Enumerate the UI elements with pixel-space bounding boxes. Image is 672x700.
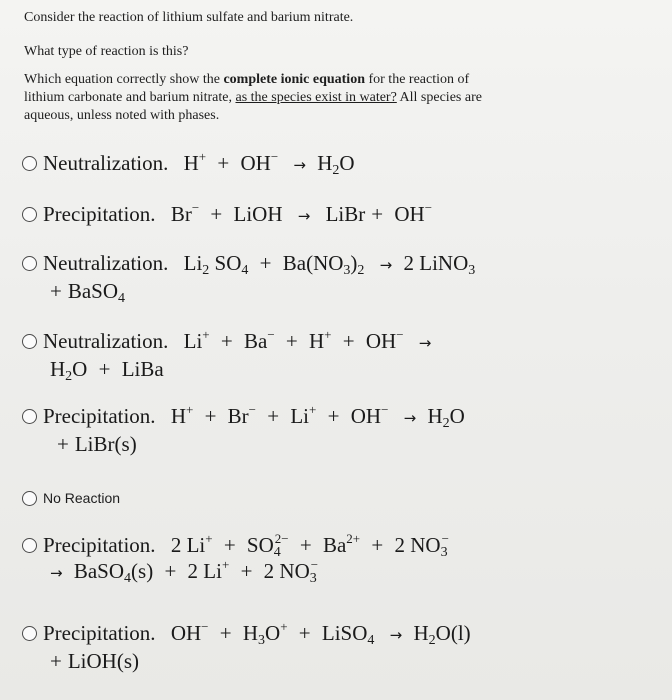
equation-8 [43, 620, 471, 674]
equation-term: O [339, 151, 355, 175]
equation-term: Precipitation. [43, 621, 156, 645]
arrow-icon: → [403, 409, 417, 427]
equation-term: LiBr [325, 202, 366, 226]
equation-term: − [201, 619, 209, 634]
equation-term: + [298, 621, 311, 645]
equation-term: + [221, 557, 230, 572]
equation-term: + [220, 329, 233, 353]
equation-term: ) [132, 649, 140, 673]
equation-term: + [223, 533, 236, 557]
equation-term: Precipitation. [43, 404, 156, 428]
equation-term: − [424, 200, 433, 215]
equation-term: 2 [403, 251, 420, 275]
equation-term: H [413, 621, 429, 645]
equation-term: 3 [309, 571, 317, 586]
equation-term: SO [214, 251, 242, 275]
equation-term: 4 [367, 633, 375, 648]
equation-term: 3 [258, 633, 266, 648]
equation-term: + [219, 621, 232, 645]
equation-term: − [270, 149, 279, 164]
equation-term: ) [350, 251, 358, 275]
equation-term: SO [246, 533, 274, 557]
equation-term: NO [410, 533, 441, 557]
answer-option-8[interactable] [22, 620, 471, 674]
equation-term: OH [394, 202, 425, 226]
equation-term: ( [306, 251, 314, 275]
equation-term: Ba [282, 251, 307, 275]
equation-term: OH [365, 329, 397, 353]
equation-term: 4 [241, 263, 249, 278]
equation-term: LiBa [121, 357, 164, 381]
equation-term [43, 558, 449, 586]
arrow-icon: → [297, 207, 311, 225]
equation-term: OH [350, 404, 382, 428]
equation-term: Ba [322, 533, 347, 557]
equation-term: Neutralization. [43, 329, 169, 353]
equation-term: + [299, 533, 312, 557]
equation-term: Li [183, 251, 203, 275]
equation-term: Ba [243, 329, 268, 353]
equation-term [43, 431, 465, 457]
equation-term: l [457, 621, 464, 645]
equation-term: LiBr [74, 432, 115, 456]
equation-term: 4 [124, 571, 132, 586]
equation-term: − [267, 327, 275, 342]
equation-term: Li [290, 404, 310, 428]
equation-term: 2+ [346, 531, 361, 546]
equation-term: + [98, 357, 111, 381]
equation-term: 2 [428, 633, 436, 648]
question-line-1: Consider the reaction of lithium sulfate and barium nitrate. [24, 10, 354, 25]
equation-3 [43, 250, 475, 304]
question-prompt-line-2: lithium carbonate and barium nitrate, as the species exist in water? All species are [24, 90, 482, 105]
equation-term: − [441, 531, 449, 546]
answer-option-3[interactable] [22, 250, 475, 304]
question-prompt-line-3: aqueous, unless noted with phases. [24, 108, 220, 123]
equation-term: − [381, 402, 389, 417]
equation-term: 2 [442, 416, 450, 431]
equation-term: Li [183, 329, 203, 353]
radio-button-icon[interactable] [22, 626, 37, 641]
question-prompt-line-1: Which equation correctly show the complete ionic equation for the reaction of [24, 72, 470, 87]
equation-term: ( [116, 649, 124, 673]
equation-term: + [50, 649, 62, 673]
equation-term: + [309, 402, 317, 417]
arrow-icon: → [293, 156, 306, 174]
equation-term: − [191, 200, 200, 215]
equation-term: + [327, 404, 340, 428]
equation-term: + [267, 404, 280, 428]
equation-term: s [121, 432, 130, 456]
equation-term: + [285, 329, 298, 353]
equation-term: − [310, 557, 319, 572]
equation-term [43, 356, 431, 382]
equation-term: ) [463, 621, 471, 645]
equation-5 [43, 403, 465, 457]
equation-term: H [309, 329, 325, 353]
equation-term [43, 278, 475, 304]
equation-term: 3 [468, 263, 476, 278]
equation-2 [43, 201, 432, 229]
equation-term: 2 [357, 263, 365, 278]
question-prompt [24, 71, 482, 125]
equation-term: Li [203, 559, 222, 583]
equation-term: BaSO [73, 559, 125, 583]
equation-term: + [202, 327, 210, 342]
answer-option-4[interactable] [22, 328, 431, 382]
equation-term: 2− [274, 531, 289, 546]
equation-term: H [170, 404, 186, 428]
equation-term: Br [227, 404, 249, 428]
equation-term: + [164, 559, 177, 583]
answer-option-no-reaction[interactable]: No Reaction [22, 490, 120, 507]
equation-term: + [50, 279, 62, 303]
radio-button-icon[interactable] [22, 491, 37, 506]
equation-1 [43, 150, 355, 178]
equation-term: H [50, 357, 66, 381]
equation-term: + [204, 404, 217, 428]
equation-term: 4 [273, 545, 281, 560]
equation-term: + [210, 202, 223, 226]
equation-term: + [205, 531, 213, 546]
equation-term: + [371, 202, 384, 226]
radio-button-icon[interactable] [22, 334, 37, 349]
equation-term: + [217, 151, 230, 175]
equation-term: Neutralization. [43, 151, 169, 175]
equation-term: 2 [187, 559, 204, 583]
equation-term [43, 648, 471, 674]
equation-term: s [123, 649, 133, 673]
equation-term: ( [450, 621, 458, 645]
equation-term: + [259, 251, 272, 275]
equation-term: 4 [118, 291, 126, 306]
equation-term: ( [114, 432, 122, 456]
equation-term: NO [279, 559, 310, 583]
answer-option-2[interactable] [22, 201, 432, 229]
equation-term: s [138, 559, 147, 583]
answer-option-7[interactable] [22, 532, 449, 586]
equation-term: 2 [394, 533, 411, 557]
radio-button-icon[interactable] [22, 256, 37, 271]
equation-term: − [396, 327, 404, 342]
radio-button-icon[interactable] [22, 156, 37, 171]
equation-term: + [342, 329, 355, 353]
equation-term: Li [186, 533, 206, 557]
equation-term: + [240, 559, 253, 583]
arrow-icon: → [418, 334, 432, 352]
radio-button-icon[interactable] [22, 538, 37, 553]
equation-term: ) [146, 559, 154, 583]
equation-term: Precipitation. [43, 202, 156, 226]
equation-term: + [198, 149, 207, 164]
answer-option-1[interactable] [22, 150, 355, 178]
equation-term: BaSO [67, 279, 119, 303]
equation-term: + [185, 402, 194, 417]
equation-term: O [449, 404, 465, 428]
equation-term: Precipitation. [43, 533, 156, 557]
equation-term: + [324, 327, 332, 342]
equation-term: 3 [343, 263, 351, 278]
equation-term: LiNO [419, 251, 469, 275]
equation-term: 2 [65, 369, 73, 384]
equation-term: + [57, 432, 69, 456]
arrow-icon: → [389, 626, 403, 644]
equation-term: H [183, 151, 199, 175]
equation-term: 2 [332, 163, 340, 178]
equation-term: + [280, 619, 288, 634]
equation-term: H [317, 151, 333, 175]
equation-term: 2 [170, 533, 187, 557]
radio-button-icon[interactable] [22, 207, 37, 222]
arrow-icon: → [50, 564, 63, 582]
equation-term: NO [313, 251, 344, 275]
arrow-icon: → [379, 256, 393, 274]
equation-term: Neutralization. [43, 251, 169, 275]
equation-term: 2 [202, 263, 210, 278]
equation-term: OH [240, 151, 271, 175]
equation-term: O [72, 357, 88, 381]
equation-term: H [427, 404, 443, 428]
equation-term: LiOH [233, 202, 283, 226]
question-line-2: What type of reaction is this? [24, 44, 189, 59]
equation-term: 2 [263, 559, 280, 583]
equation-term: ( [131, 559, 139, 583]
equation-term: 3 [440, 545, 448, 560]
equation-term: O [435, 621, 451, 645]
equation-term: + [371, 533, 384, 557]
equation-term: OH [170, 621, 202, 645]
equation-term: Br [170, 202, 192, 226]
radio-button-icon[interactable] [22, 409, 37, 424]
equation-4 [43, 328, 431, 382]
equation-term: LiOH [67, 649, 117, 673]
equation-term: LiSO [321, 621, 368, 645]
answer-option-5[interactable] [22, 403, 465, 457]
equation-term: H [242, 621, 259, 645]
equation-term: − [248, 402, 257, 417]
equation-7 [43, 532, 449, 586]
equation-term: ) [129, 432, 137, 456]
equation-term: O [265, 621, 281, 645]
